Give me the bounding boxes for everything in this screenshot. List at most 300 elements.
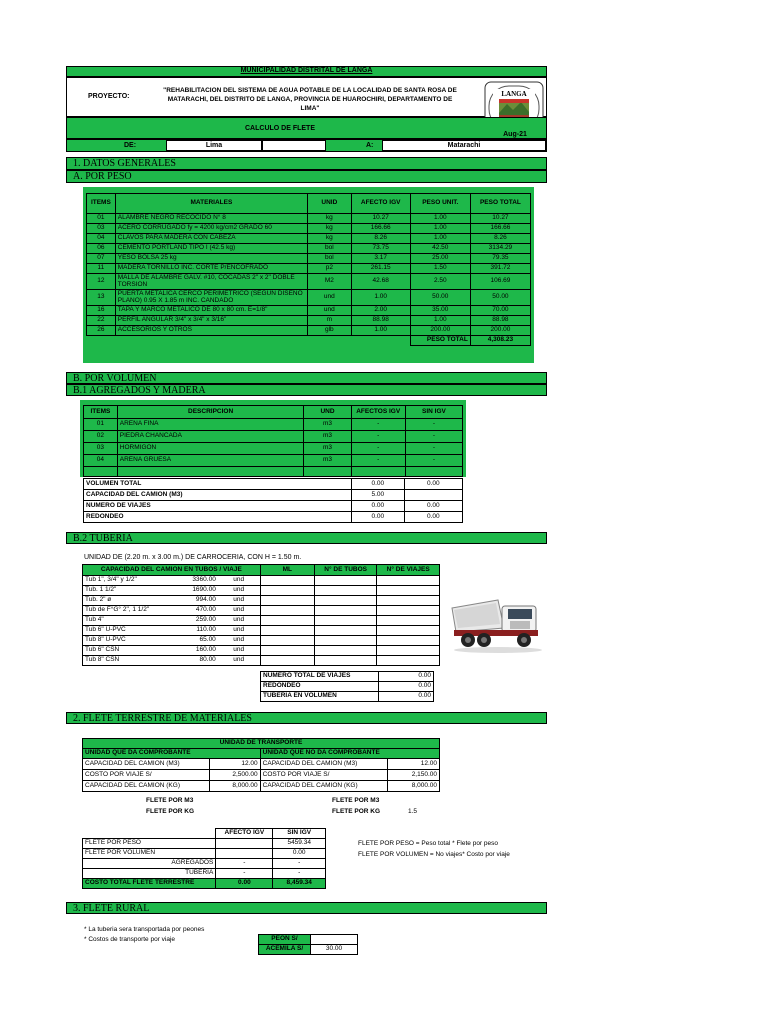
item-code: 13 xyxy=(87,290,116,306)
table-row xyxy=(87,264,531,274)
table-row xyxy=(87,326,531,336)
pipe-capacity: 470.00 xyxy=(164,606,218,616)
peso-unit: 50.00 xyxy=(410,290,470,306)
pipe-capacity: 80.00 xyxy=(164,656,218,666)
flete-m3-label-2: FLETE POR M3 xyxy=(332,797,380,804)
table-row xyxy=(87,254,531,264)
description: ARENA GRUESA xyxy=(117,455,304,467)
summary-afecto: 5.00 xyxy=(352,490,405,501)
tuberia-note: UNIDAD DE (2.20 m. x 3.00 m.) DE CARROCERIA, CON H = 1.50 m. xyxy=(84,554,302,561)
table-row xyxy=(83,759,440,770)
project-text: "REHABILITACION DEL SISTEMA DE AGUA POTABLE DE LA LOCALIDAD DE SANTA ROSA DE MATARACHI, DEL DISTRITO DE LANGA, PROVINCIA DE HUAROCHIRI, DEPARTAMENTO DE LIMA" xyxy=(163,87,457,112)
item-code: 06 xyxy=(87,244,116,254)
n-viajes-cell xyxy=(377,606,440,616)
peso-unit: 1.50 xyxy=(410,264,470,274)
unit: m xyxy=(308,316,352,326)
n-tubos-cell xyxy=(314,636,377,646)
costo-flete-table xyxy=(82,828,326,889)
pipe-capacity: 3360.00 xyxy=(164,576,218,586)
item-code: 11 xyxy=(87,264,116,274)
table-row xyxy=(83,770,440,781)
ml-cell xyxy=(260,636,314,646)
n-viajes-cell xyxy=(377,636,440,646)
material-name: CEMENTO PORTLAND TIPO I (42.5 kg) xyxy=(115,244,307,254)
col-und: UND xyxy=(304,406,351,419)
cost-label xyxy=(83,859,158,869)
section-flete-terrestre: 2. FLETE TERRESTRE DE MATERIALES xyxy=(66,712,547,724)
total-row xyxy=(87,336,531,346)
calc-title: CALCULO DE FLETE xyxy=(245,125,315,132)
item-code: 03 xyxy=(84,443,118,455)
unit: m3 xyxy=(304,431,351,443)
table-row xyxy=(84,455,463,467)
table-row xyxy=(87,274,531,290)
ml-cell xyxy=(260,646,314,656)
pipe-capacity: 65.00 xyxy=(164,636,218,646)
label-1: CAPACIDAD DEL CAMION (M3) xyxy=(83,759,210,770)
item-code: 26 xyxy=(87,326,116,336)
item-code: 01 xyxy=(87,214,116,224)
table-row xyxy=(83,586,440,596)
blank-cell xyxy=(262,140,326,151)
col-ml: ML xyxy=(260,565,314,576)
n-viajes-cell xyxy=(377,586,440,596)
summary-row xyxy=(261,672,434,682)
n-tubos-cell xyxy=(314,656,377,666)
table-row xyxy=(83,606,440,616)
ml-cell xyxy=(260,576,314,586)
unit: glb xyxy=(308,326,352,336)
table-row xyxy=(84,431,463,443)
peso-total: 10.27 xyxy=(470,214,530,224)
cost-sublabel xyxy=(157,839,216,849)
sin-igv: - xyxy=(405,443,462,455)
table-row xyxy=(84,443,463,455)
col-afectos-igv: AFECTOS IGV xyxy=(351,406,405,419)
peso-unit: 25.00 xyxy=(410,254,470,264)
afecto-igv: 261.15 xyxy=(351,264,410,274)
item-code: 01 xyxy=(84,419,118,431)
item-code: 04 xyxy=(87,234,116,244)
table-row xyxy=(83,859,326,869)
value-1: 12.00 xyxy=(210,759,261,770)
peso-unit: 1.00 xyxy=(410,316,470,326)
summary-row xyxy=(261,692,434,702)
afecto-igv: 10.27 xyxy=(351,214,410,224)
unit: kg xyxy=(308,234,352,244)
date-value: Aug-21 xyxy=(503,131,527,138)
table-row xyxy=(87,214,531,224)
n-tubos-cell xyxy=(314,616,377,626)
table-row xyxy=(87,306,531,316)
pipe-unit: und xyxy=(218,656,260,666)
pipe-capacity: 1690.00 xyxy=(164,586,218,596)
item-code: 07 xyxy=(87,254,116,264)
description: HORMIGON xyxy=(117,443,304,455)
afecto-igv: 2.00 xyxy=(351,306,410,316)
peso-total: 166.66 xyxy=(470,224,530,234)
table-row xyxy=(87,244,531,254)
n-tubos-cell xyxy=(314,596,377,606)
unit: kg xyxy=(308,224,352,234)
rural-table xyxy=(258,934,358,955)
peso-total-value: 4,308.23 xyxy=(470,336,530,346)
unit: und xyxy=(308,306,352,316)
summary-label: TUBERIA EN VOLUMEN xyxy=(261,692,379,702)
unidad-transporte-table xyxy=(82,738,440,792)
pipe-type: Tub 6" U-PVC xyxy=(83,626,164,636)
peso-unit: 1.00 xyxy=(410,224,470,234)
empty-cell xyxy=(84,467,118,477)
truck-image xyxy=(448,588,548,656)
ml-cell xyxy=(260,626,314,636)
ml-cell xyxy=(260,596,314,606)
material-name: PERFIL ANGULAR 3/4" x 3/4" x 3/16" xyxy=(115,316,307,326)
peso-total: 391.72 xyxy=(470,264,530,274)
n-tubos-cell xyxy=(314,606,377,616)
summary-label: NUMERO DE VIAJES xyxy=(84,501,352,512)
project-label: PROYECTO: xyxy=(88,93,130,100)
formula-volumen: FLETE POR VOLUMEN = No viajes* Costo por viaje xyxy=(358,851,510,858)
summary-label: CAPACIDAD DEL CAMION (M3) xyxy=(84,490,352,501)
pipe-unit: und xyxy=(218,646,260,656)
col-sin-igv: SIN IGV xyxy=(405,406,462,419)
unidad-title: UNIDAD DE TRANSPORTE xyxy=(83,739,440,749)
item-code: 04 xyxy=(84,455,118,467)
afecto-igv: 73.75 xyxy=(351,244,410,254)
summary-value: 0.00 xyxy=(379,692,434,702)
col-n-tubos: N° DE TUBOS xyxy=(314,565,377,576)
summary-afecto: 0.00 xyxy=(352,501,405,512)
peso-total: 70.00 xyxy=(470,306,530,316)
unit: m3 xyxy=(304,455,351,467)
sin-igv: - xyxy=(405,455,462,467)
item-code: 16 xyxy=(87,306,116,316)
col-afecto-igv: AFECTO IGV xyxy=(351,194,410,214)
table-row xyxy=(83,626,440,636)
from-value: Lima xyxy=(205,142,223,149)
agregados-table xyxy=(83,405,463,477)
cost-total-sin: 8,459.34 xyxy=(273,879,326,889)
flete-kg-label: FLETE POR KG xyxy=(146,808,195,815)
n-viajes-cell xyxy=(377,616,440,626)
cost-sin: - xyxy=(273,869,326,879)
summary-label: REDONDEO xyxy=(261,682,379,692)
entity-title: MUNICIPALIDAD DISTRITAL DE LANGA xyxy=(240,67,373,74)
empty-cell xyxy=(117,467,304,477)
cost-sin: 0.00 xyxy=(273,849,326,859)
col-peso-total: PESO TOTAL xyxy=(470,194,530,214)
n-viajes-cell xyxy=(377,656,440,666)
svg-text:LANGA: LANGA xyxy=(501,90,527,98)
rural-note-2: * Costos de transporte por viaje xyxy=(84,936,176,943)
pipe-unit: und xyxy=(218,596,260,606)
flete-m3-label: FLETE POR M3 xyxy=(146,797,194,804)
n-viajes-cell xyxy=(377,646,440,656)
item-code: 12 xyxy=(87,274,116,290)
table-row xyxy=(83,656,440,666)
afecto-igv: 166.66 xyxy=(351,224,410,234)
table-row xyxy=(87,290,531,306)
summary-row xyxy=(84,501,463,512)
tuberia-table xyxy=(82,564,440,666)
label-1: COSTO POR VIAJE S/ xyxy=(83,770,210,781)
table-row xyxy=(83,869,326,879)
ml-cell xyxy=(260,606,314,616)
material-name: TAPA Y MARCO METALICO DE 80 x 80 cm. E=1/8" xyxy=(115,306,307,316)
col-peso-unit: PESO UNIT. xyxy=(410,194,470,214)
peso-total: 200.00 xyxy=(470,326,530,336)
summary-label: REDONDEO xyxy=(84,512,352,523)
peso-unit: 200.00 xyxy=(410,326,470,336)
peso-total: 88.98 xyxy=(470,316,530,326)
pipe-unit: und xyxy=(218,586,260,596)
tuberia-summary xyxy=(260,671,434,702)
peso-unit: 1.00 xyxy=(410,234,470,244)
table-row xyxy=(83,616,440,626)
pipe-capacity: 160.00 xyxy=(164,646,218,656)
unit: kg xyxy=(308,214,352,224)
afecto-igv: 1.00 xyxy=(351,290,410,306)
section-por-peso: A. POR PESO xyxy=(66,170,547,183)
pipe-type: Tub. 1 1/2" xyxy=(83,586,164,596)
material-name: YESO BOLSA 25 kg xyxy=(115,254,307,264)
peso-unit: 2.50 xyxy=(410,274,470,290)
peso-table xyxy=(86,193,531,346)
col-capacidad: CAPACIDAD DEL CAMION EN TUBOS / VIAJE xyxy=(83,565,261,576)
to-value: Matarachi xyxy=(447,142,481,149)
afecto-igv: 8.26 xyxy=(351,234,410,244)
n-viajes-cell xyxy=(377,626,440,636)
section-flete-rural: 3. FLETE RURAL xyxy=(66,902,547,914)
item-code: 22 xyxy=(87,316,116,326)
pipe-type: Tub de F°G° 2", 1 1/2" xyxy=(83,606,164,616)
item-code: 02 xyxy=(84,431,118,443)
table-row xyxy=(87,224,531,234)
total-row xyxy=(83,879,326,889)
table-row xyxy=(83,646,440,656)
section-agregados: B.1 AGREGADOS Y MADERA xyxy=(66,384,547,396)
empty-cell xyxy=(304,467,351,477)
label-2: COSTO POR VIAJE S/ xyxy=(260,770,387,781)
value-1: 2,500.00 xyxy=(210,770,261,781)
section-por-volumen: B. POR VOLUMEN xyxy=(66,372,547,384)
afectos-igv: - xyxy=(351,431,405,443)
cost-label xyxy=(83,869,158,879)
n-viajes-cell xyxy=(377,596,440,606)
formula-peso: FLETE POR PESO = Peso total * Flete por peso xyxy=(358,840,498,847)
peso-total-label: PESO TOTAL xyxy=(410,336,470,346)
table-row xyxy=(83,576,440,586)
col-items: ITEMS xyxy=(84,406,118,419)
peso-total: 8.26 xyxy=(470,234,530,244)
label-1: CAPACIDAD DEL CAMION (KG) xyxy=(83,781,210,792)
acemila-label: ACEMILA S/ xyxy=(259,945,311,955)
col-items: ITEMS xyxy=(87,194,116,214)
value-1: 8,000.00 xyxy=(210,781,261,792)
col-materiales: MATERIALES xyxy=(115,194,307,214)
afecto-igv: 42.68 xyxy=(351,274,410,290)
description: PIEDRA CHANCADA xyxy=(117,431,304,443)
peso-total: 50.00 xyxy=(470,290,530,306)
peso-unit: 42.50 xyxy=(410,244,470,254)
table-row xyxy=(87,234,531,244)
cost-sublabel xyxy=(157,849,216,859)
summary-label: VOLUMEN TOTAL xyxy=(84,479,352,490)
value-2: 2,150.00 xyxy=(387,770,439,781)
to-label: A: xyxy=(366,142,374,149)
afectos-igv: - xyxy=(351,455,405,467)
col-afecto-igv: AFECTO IGV xyxy=(216,829,273,839)
flete-kg-label-2: FLETE POR KG xyxy=(332,808,381,815)
material-name: PUERTA METALICA CERCO PERIMETRICO (SEGUN DISEÑO PLANO) 0.95 X 1.85 m INC. CANDADO xyxy=(115,290,307,306)
cost-sublabel: AGREGADOS xyxy=(157,859,216,869)
value-2: 8,000.00 xyxy=(387,781,439,792)
col-descripcion: DESCRIPCION xyxy=(117,406,304,419)
label-2: CAPACIDAD DEL CAMION (KG) xyxy=(260,781,387,792)
pipe-unit: und xyxy=(218,576,260,586)
material-name: ACCESORIOS Y OTROS xyxy=(115,326,307,336)
col-da-comprobante: UNIDAD QUE DA COMPROBANTE xyxy=(83,749,261,759)
peon-value xyxy=(310,935,357,945)
summary-sin: 0.00 xyxy=(404,479,462,490)
unit: und xyxy=(308,290,352,306)
blank-cell xyxy=(87,336,411,346)
n-viajes-cell xyxy=(377,576,440,586)
material-name: MALLA DE ALAMBRE GALV. #10, COCADAS 2" x 2" DOBLE TORSION xyxy=(115,274,307,290)
afecto-igv: 3.17 xyxy=(351,254,410,264)
material-name: ALAMBRE NEGRO RECOCIDO N° 8 xyxy=(115,214,307,224)
summary-row xyxy=(261,682,434,692)
pipe-capacity: 994.00 xyxy=(164,596,218,606)
summary-label: NUMERO TOTAL DE VIAJES xyxy=(261,672,379,682)
section-tuberia: B.2 TUBERIA xyxy=(66,532,547,544)
ml-cell xyxy=(260,586,314,596)
agregados-summary xyxy=(83,478,463,523)
table-row xyxy=(83,839,326,849)
summary-afecto: 0.00 xyxy=(352,512,405,523)
cost-label: FLETE POR VOLUMEN xyxy=(83,849,158,859)
col-n-viajes: N° DE VIAJES xyxy=(377,565,440,576)
peso-unit: 35.00 xyxy=(410,306,470,316)
empty-row xyxy=(84,467,463,477)
material-name: MADERA TORNILLO INC. CORTE P/ENCOFRADO xyxy=(115,264,307,274)
summary-value: 0.00 xyxy=(379,682,434,692)
table-row xyxy=(87,316,531,326)
rural-note-1: * La tuberia sera transportada por peones xyxy=(84,926,205,933)
pipe-unit: und xyxy=(218,636,260,646)
peso-unit: 1.00 xyxy=(410,214,470,224)
ml-cell xyxy=(260,656,314,666)
summary-row xyxy=(84,490,463,501)
blank-header xyxy=(83,829,216,839)
cost-afecto xyxy=(216,849,273,859)
cost-afecto xyxy=(216,839,273,849)
cost-afecto: - xyxy=(216,859,273,869)
col-no-da-comprobante: UNIDAD QUE NO DA COMPROBANTE xyxy=(260,749,439,759)
summary-sin xyxy=(404,490,462,501)
pipe-type: Tub 8" U-PVC xyxy=(83,636,164,646)
afecto-igv: 88.98 xyxy=(351,316,410,326)
col-unid: UNID xyxy=(308,194,352,214)
flete-kg-value: 1.5 xyxy=(408,808,418,815)
item-code: 03 xyxy=(87,224,116,234)
sin-igv: - xyxy=(405,419,462,431)
table-row xyxy=(83,596,440,606)
pipe-capacity: 259.00 xyxy=(164,616,218,626)
value-2: 12.00 xyxy=(387,759,439,770)
material-name: ACERO CORRUGADO fy = 4200 kg/cm2 GRADO 60 xyxy=(115,224,307,234)
peon-label: PEON S/ xyxy=(259,935,311,945)
cost-sublabel: TUBERIA xyxy=(157,869,216,879)
cost-total-label: COSTO TOTAL FLETE TERRESTRE xyxy=(83,879,216,889)
n-tubos-cell xyxy=(314,646,377,656)
cost-total-afecto: 0.00 xyxy=(216,879,273,889)
col-sin-igv: SIN IGV xyxy=(273,829,326,839)
cost-afecto: - xyxy=(216,869,273,879)
afectos-igv: - xyxy=(351,443,405,455)
pipe-type: Tub 6" CSN xyxy=(83,646,164,656)
table-row xyxy=(83,849,326,859)
table-row xyxy=(83,781,440,792)
cost-label: FLETE POR PESO xyxy=(83,839,158,849)
acemila-value: 30.00 xyxy=(310,945,357,955)
pipe-unit: und xyxy=(218,626,260,636)
summary-afecto: 0.00 xyxy=(352,479,405,490)
unit: m3 xyxy=(304,443,351,455)
afecto-igv: 1.00 xyxy=(351,326,410,336)
summary-sin: 0.00 xyxy=(404,512,462,523)
material-name: CLAVOS PARA MADERA CON CABEZA xyxy=(115,234,307,244)
pipe-capacity: 110.00 xyxy=(164,626,218,636)
n-tubos-cell xyxy=(314,626,377,636)
peso-total: 106.69 xyxy=(470,274,530,290)
ml-cell xyxy=(260,616,314,626)
pipe-unit: und xyxy=(218,606,260,616)
unit: m3 xyxy=(304,419,351,431)
peso-total: 79.35 xyxy=(470,254,530,264)
cost-sin: - xyxy=(273,859,326,869)
section-datos-generales: 1. DATOS GENERALES xyxy=(66,157,547,170)
pipe-type: Tub. 2" ø xyxy=(83,596,164,606)
afectos-igv: - xyxy=(351,419,405,431)
pipe-unit: und xyxy=(218,616,260,626)
table-row xyxy=(84,419,463,431)
unit: bol xyxy=(308,244,352,254)
empty-cell xyxy=(405,467,462,477)
pipe-type: Tub 8" CSN xyxy=(83,656,164,666)
description: ARENA FINA xyxy=(117,419,304,431)
pipe-type: Tub 4" xyxy=(83,616,164,626)
empty-cell xyxy=(351,467,405,477)
summary-row xyxy=(84,512,463,523)
n-tubos-cell xyxy=(314,586,377,596)
unit: bol xyxy=(308,254,352,264)
n-tubos-cell xyxy=(314,576,377,586)
unit: p2 xyxy=(308,264,352,274)
pipe-type: Tub 1", 3/4" y 1/2" xyxy=(83,576,164,586)
summary-value: 0.00 xyxy=(379,672,434,682)
summary-sin: 0.00 xyxy=(404,501,462,512)
summary-row xyxy=(84,479,463,490)
from-label: DE: xyxy=(124,142,137,149)
sin-igv: - xyxy=(405,431,462,443)
label-2: CAPACIDAD DEL CAMION (M3) xyxy=(260,759,387,770)
table-row xyxy=(83,636,440,646)
cost-sin: 5459.34 xyxy=(273,839,326,849)
unit: M2 xyxy=(308,274,352,290)
peso-total: 3134.29 xyxy=(470,244,530,254)
